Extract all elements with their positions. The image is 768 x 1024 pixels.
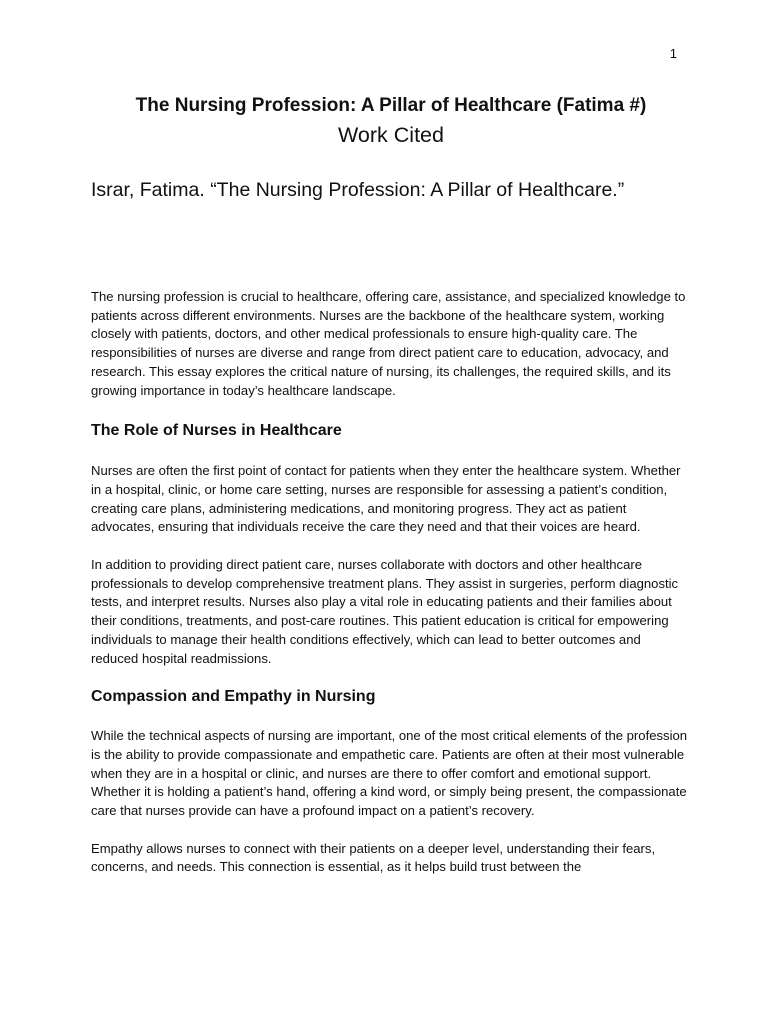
- section-heading-role-of-nurses: The Role of Nurses in Healthcare: [91, 422, 342, 440]
- document-content: [91, 92, 691, 877]
- section-heading-compassion: Compassion and Empathy in Nursing: [91, 688, 376, 706]
- document-title: The Nursing Profession: A Pillar of Healthcare (Fatima #): [135, 95, 647, 116]
- paragraph-role-1: Nurses are often the first point of contact for patients when they enter the healthcare system. Whether in a hospital, clinic, or home care setting, nurses are responsible for assessing a patient’s condition, creating care plans, administering medications, and monitoring progress. They act as patient advocates, ensuring that individuals receive the care they need and that their voices are heard.: [91, 463, 681, 535]
- page-number: 1: [669, 46, 677, 61]
- intro-paragraph: The nursing profession is crucial to healthcare, offering care, assistance, and specialized knowledge to patients across different environments. Nurses are the backbone of the healthcare system, working closely with patients, doctors, and other medical professionals to ensure high-quality care. The responsibilities of nurses are diverse and range from direct patient care to education, advocacy, and research. This essay explores the critical nature of nursing, its challenges, the required skills, and its growing importance in today’s healthcare landscape.: [91, 289, 686, 398]
- paragraph-compassion-2: Empathy allows nurses to connect with their patients on a deeper level, understanding their fears, concerns, and needs. This connection is essential, as it helps build trust between the: [91, 840, 656, 875]
- paragraph-compassion-1: While the technical aspects of nursing are important, one of the most critical elements of the profession is the ability to provide compassionate and empathetic care. Patients are often at their most vulnerable when they are in a hospital or clinic, and nurses are there to offer comfort and emotional support. Whether it is holding a patient’s hand, offering a kind word, or simply being present, the compassionate care that nurses provide can have a profound impact on a patient’s recovery.: [91, 728, 688, 819]
- paragraph-role-2: In addition to providing direct patient care, nurses collaborate with doctors and other healthcare professionals to develop comprehensive treatment plans. They assist in surgeries, perform diagnostic tests, and interpret results. Nurses also play a vital role in educating patients and their families about their conditions, treatments, and post-care routines. This patient education is critical for empowering individuals to manage their health conditions effectively, which can lead to better outcomes and reduced hospital readmissions.: [91, 557, 679, 666]
- citation-line: Israr, Fatima. “The Nursing Profession: A Pillar of Healthcare.”: [91, 179, 625, 201]
- document-subtitle: Work Cited: [338, 123, 444, 147]
